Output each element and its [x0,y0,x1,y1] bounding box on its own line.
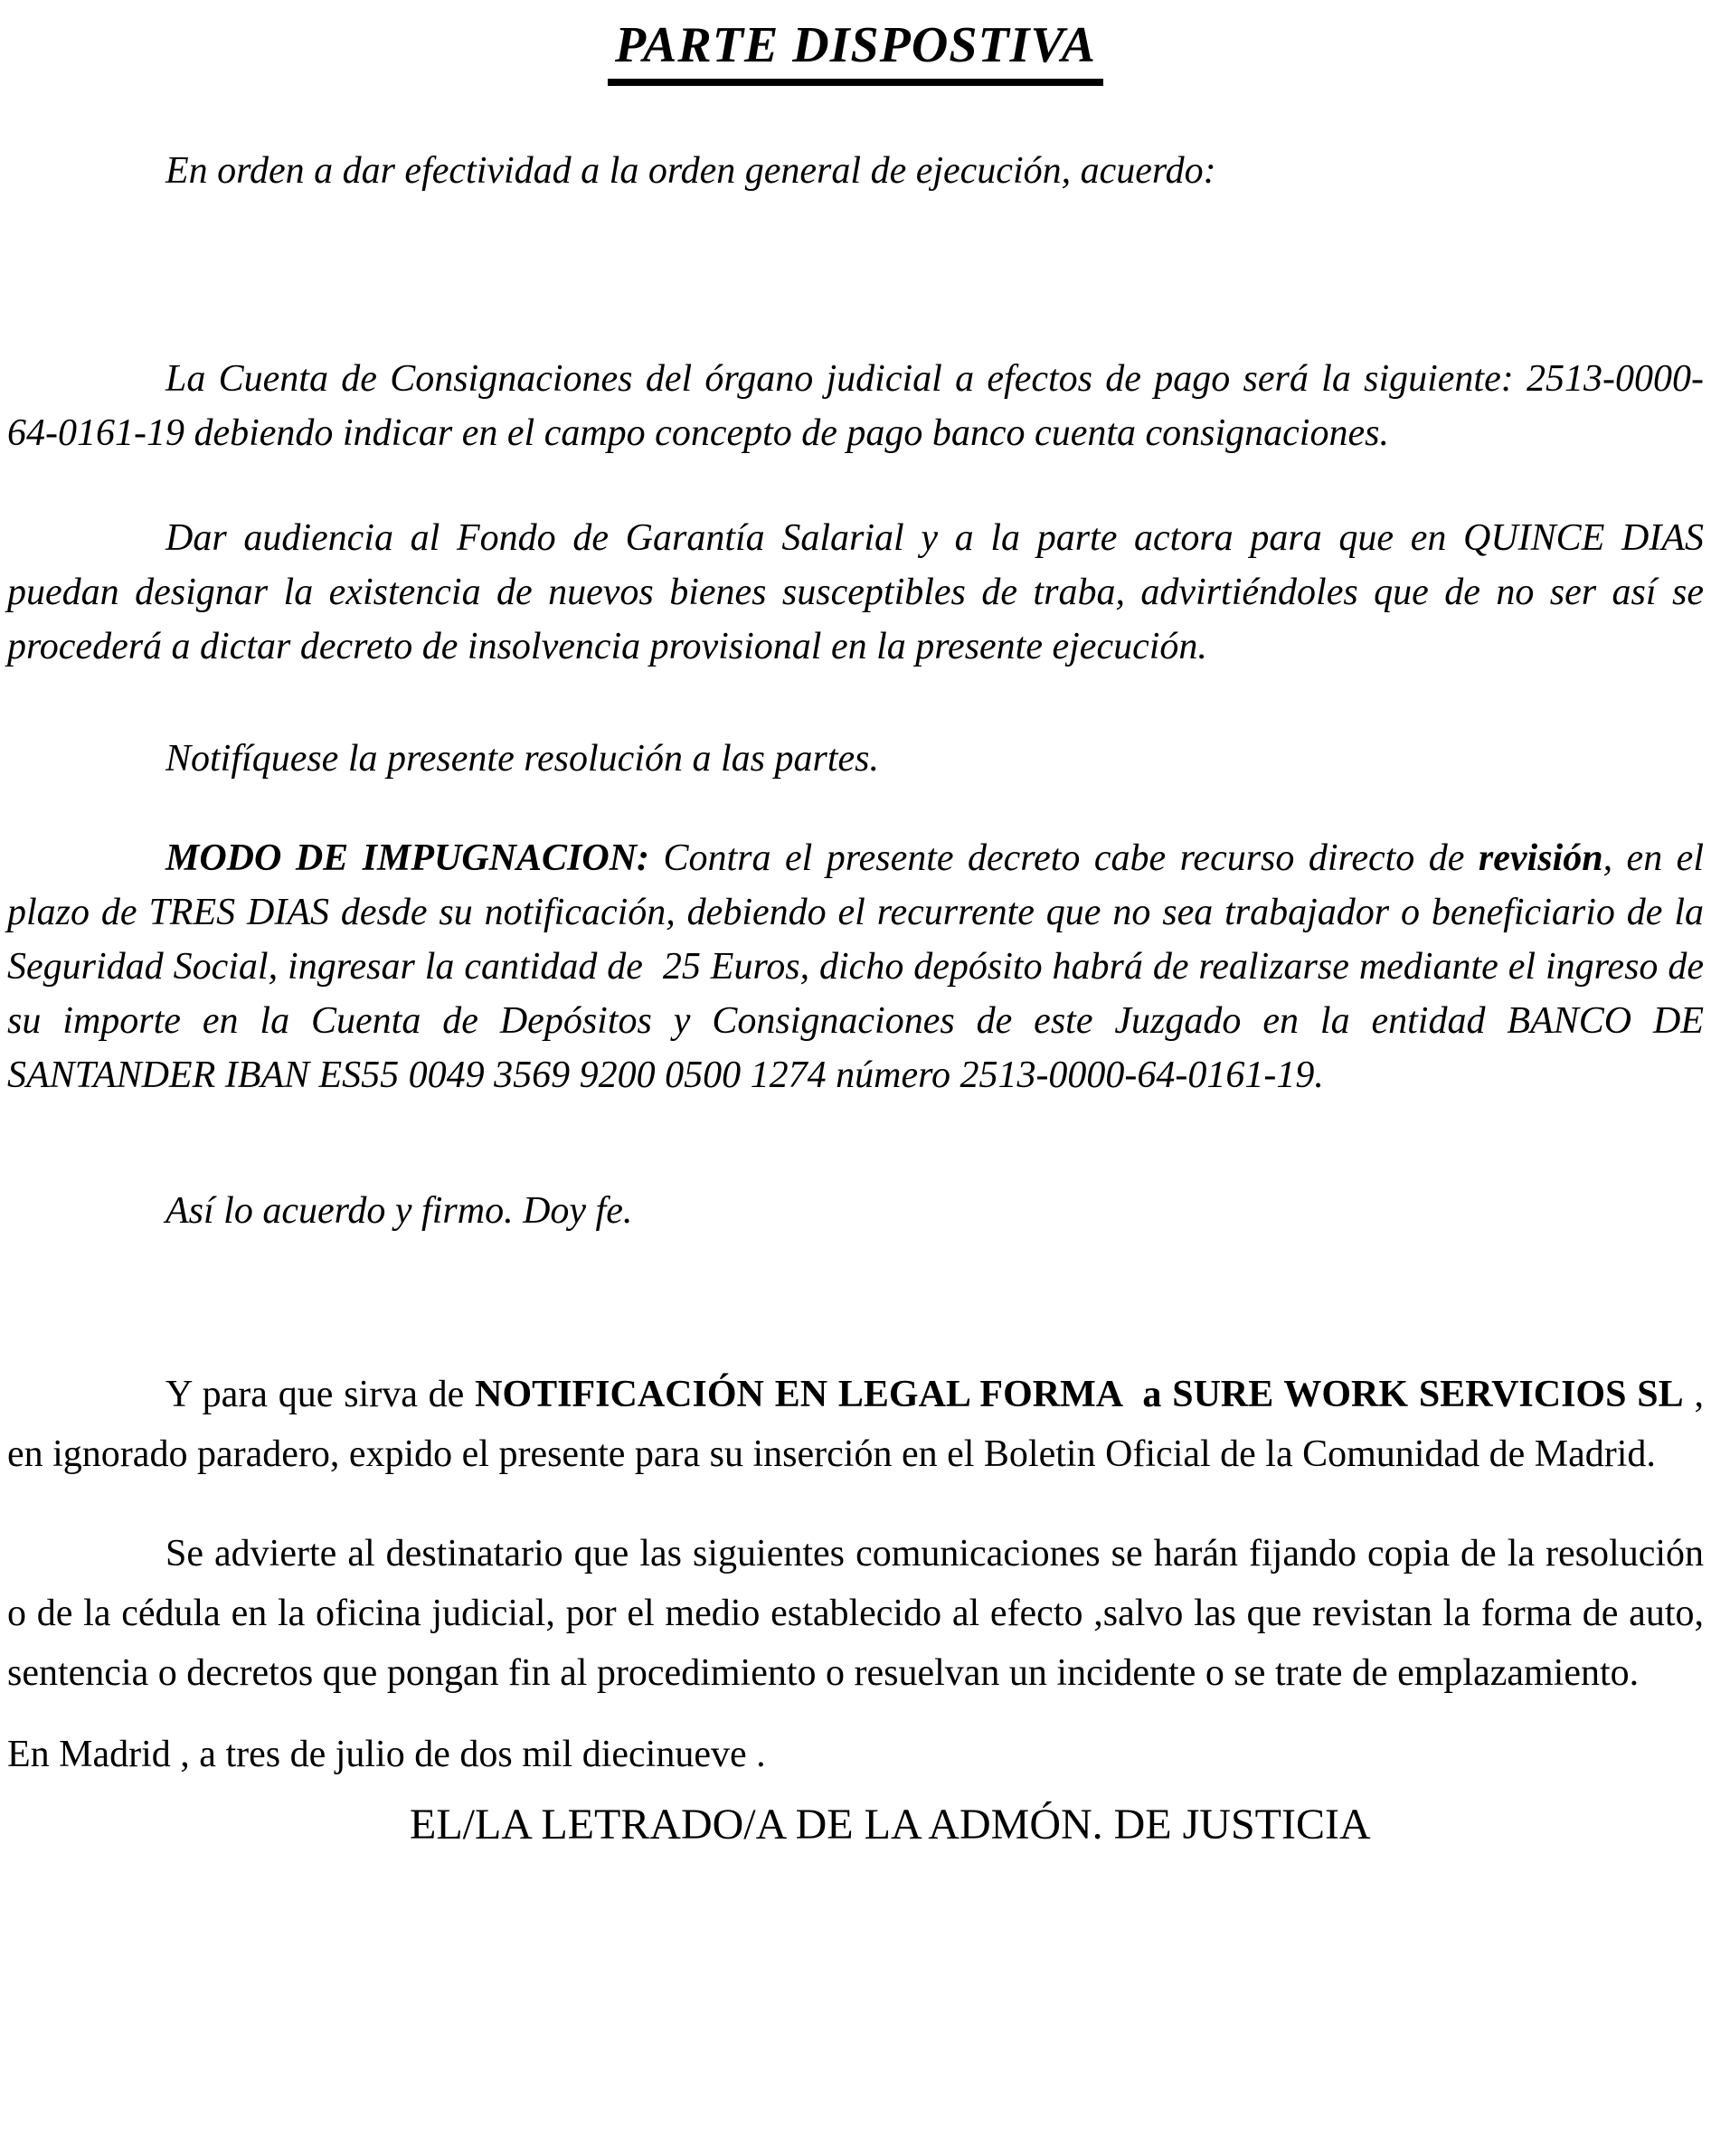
appeal-mode-label: MODO DE IMPUGNACION: [165,837,650,879]
paragraph-fogasa-hearing: Dar audiencia al Fondo de Garantía Salarial y a la parte actora para que en QUINCE DIAS puedan designar la existencia de nuevos bienes susceptibles de traba, advirtiéndoles que de no ser así se procederá a dictar decreto de insolvencia provisional en la presente ejecución. [7,517,1704,667]
document-title-row [7,16,1704,86]
legal-notification-bold-recipient: NOTIFICACIÓN EN LEGAL FORMA a SURE WORK SERVICIOS SL [475,1374,1684,1415]
signature-title-line: EL/LA LETRADO/A DE LA ADMÓN. DE JUSTICIA [410,1801,1371,1849]
legal-notification-text-2: , en ignorado paradero, expido el presente para su inserción en el Boletin Oficial de la Comunidad de Madrid. [7,1374,1705,1475]
paragraph-consignment-account: La Cuenta de Consignaciones del órgano judicial a efectos de pago será la siguiente: 2513-0000-64-0161-19 debiendo indicar en el campo concepto de pago banco cuenta consignaciones. [7,358,1704,454]
paragraph-warning: Se advierte al destinatario que las siguientes comunicaciones se harán fijando copia de la resolución o de la cédula en la oficina judicial, por el medio establecido al efecto ,salvo las que revistan la forma de auto, sentencia o decretos que pongan fin al procedimiento o resuelvan un incidente o se trate de emplazamiento. [7,1533,1704,1694]
paragraph-date-place: En Madrid , a tres de julio de dos mil diecinueve . [7,1734,766,1775]
paragraph-legal-notification [7,1365,1704,1484]
paragraph-signature-statement: Así lo acuerdo y firmo. Doy fe. [165,1190,633,1232]
appeal-mode-text-1: Contra el presente decreto cabe recurso directo de [649,837,1479,879]
paragraph-appeal-mode [7,831,1704,1102]
appeal-mode-bold-revision: revisión [1478,837,1603,879]
paragraph-notification: Notifíquese la presente resolución a las partes. [165,738,879,780]
paragraph-execution-order: En orden a dar efectividad a la orden general de ejecución, acuerdo: [165,150,1216,192]
document-title: PARTE DISPOSTIVA [608,16,1103,86]
legal-notification-text-1: Y para que sirva de [165,1374,476,1415]
appeal-mode-text-2: , en el plazo de TRES DIAS desde su notificación, debiendo el recurrente que no sea trabajador o beneficiario de la Seguridad Social, ingresar la cantidad de 25 Euros, dicho depósito habrá de realizarse mediante el ingreso de su importe en la Cuenta de Depósitos y Consignaciones de este Juzgado en la entidad BANCO DE SANTANDER IBAN ES55 0049 3569 9200 0500 1274 número 2513-0000-64-0161-19. [7,837,1704,1096]
